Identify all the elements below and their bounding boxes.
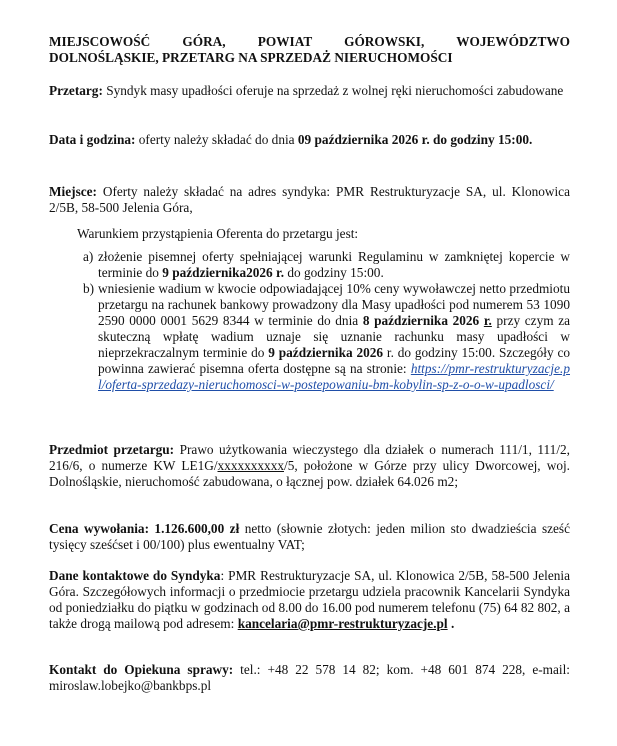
item-marker-a: a) xyxy=(83,249,94,264)
list-item xyxy=(83,281,570,393)
dane-paragraph xyxy=(49,568,570,632)
dane-tail: . xyxy=(447,616,455,631)
kontakt-text: tel.: +48 22 578 14 82; kom. +48 601 874 228, e-mail: miroslaw.lobejko@bankbps.pl xyxy=(49,662,570,693)
warunki-intro: Warunkiem przystąpienia Oferenta do przetargu jest: xyxy=(77,226,359,241)
przetarg-label: Przetarg: xyxy=(49,83,103,98)
przedmiot-label: Przedmiot przetargu: xyxy=(49,442,175,457)
title-line-1: MIEJSCOWOŚĆ GÓRA, POWIAT GÓROWSKI, WOJEWÓDZTWO xyxy=(49,34,570,49)
item-marker-b: b) xyxy=(83,281,95,296)
syndyk-email-link[interactable]: kancelaria@pmr-restrukturyzacje.pl xyxy=(237,616,448,631)
kw-number-redacted: xxxxxxxxxx xyxy=(217,458,284,473)
miejsce-paragraph xyxy=(49,184,570,216)
item-a-text: złożenie pisemnej oferty spełniającej warunki Regulaminu w zamkniętej kopercie w terminie do xyxy=(98,249,570,280)
data-godzina-label: Data i godzina: xyxy=(49,132,136,147)
data-godzina-text: oferty należy składać do dnia xyxy=(138,132,295,147)
item-b-deadline-2: 9 października 2026 xyxy=(268,345,384,360)
miejsce-text: Oferty należy składać na adres syndyka: PMR Restrukturyzacje SA, ul. Klonowica 2/5B, 58-500 Jelenia Góra, xyxy=(49,184,570,215)
item-b-text-3: r. do godziny 15:00. Szczegóły co powinna zawierać pisemna oferta dostępne są na stronie: xyxy=(98,345,571,376)
item-a-tail: do godziny 15:00. xyxy=(287,265,384,280)
przetarg-paragraph xyxy=(49,83,570,99)
title-line-2: DOLNOŚLĄSKIE, PRZETARG NA SPRZEDAŻ NIERUCHOMOŚCI xyxy=(49,50,453,65)
data-godzina-deadline: 09 października 2026 r. do godziny 15:00. xyxy=(297,132,533,147)
item-b-text-1: wniesienie wadium w kwocie odpowiadającej 10% ceny wywoławczej netto przedmiotu przetargu na rachunek bankowy prowadzony dla Masy upadłości pod numerem 53 1090 2590 0000 0001 5629 8344 w terminie do dnia xyxy=(98,281,570,328)
cena-label: Cena wywołania: 1.126.600,00 zł xyxy=(49,521,240,536)
item-b-text-2: przy czym za skuteczną wpłatę wadium uznaje się uznanie rachunku masy upadłości w nieprzekraczalnym terminie do xyxy=(98,313,570,360)
przedmiot-text-1: Prawo użytkowania wieczystego dla działek o numerach 111/1, 111/2, 216/6, o numerze KW LE1G/ xyxy=(49,442,571,473)
data-godzina-paragraph xyxy=(49,132,570,148)
warunki-list xyxy=(83,249,570,393)
przetarg-text: Syndyk masy upadłości oferuje na sprzedaż z wolnej ręki nieruchomości zabudowane xyxy=(106,83,564,98)
item-b-r: r. xyxy=(483,313,492,328)
kontakt-label: Kontakt do Opiekuna sprawy: xyxy=(49,662,234,677)
przedmiot-paragraph xyxy=(49,442,570,490)
document-title xyxy=(49,34,570,66)
offer-details-link[interactable]: https://pmr-restrukturyzacje.pl/oferta-sprzedazy-nieruchomosci-w-postepowaniu-bm-kobylin-sp-z-o-o-w-upadlosci/ xyxy=(98,361,570,392)
list-item xyxy=(83,249,570,281)
item-b-deadline-1: 8 października 2026 xyxy=(362,313,480,328)
dane-text: : PMR Restrukturyzacje SA, ul. Klonowica 2/5B, 58-500 Jelenia Góra. Szczegółowych informacji o przedmiocie przetargu udziela pracownik Kancelarii Syndyka od poniedziałku do piątku w godzinach od 8.00 do 16.00 pod numerem telefonu (75) 64 82 802, a także drogą mailową pod adresem: xyxy=(49,568,570,631)
miejsce-label: Miejsce: xyxy=(49,184,97,199)
dane-label: Dane kontaktowe do Syndyka xyxy=(49,568,221,583)
cena-text: netto (słownie złotych: jeden milion sto dwadzieścia sześć tysięcy sześćset i 00/100) plus ewentualny VAT; xyxy=(49,521,571,552)
cena-paragraph xyxy=(49,521,570,553)
item-a-deadline: 9 października2026 r. xyxy=(162,265,285,280)
kontakt-paragraph xyxy=(49,662,570,694)
przedmiot-text-2: /5, położone w Górze przy ulicy Dworcowej, woj. Dolnośląskie, nieruchomość zabudowana, o łącznej pow. działek 64.026 m2; xyxy=(49,458,570,489)
